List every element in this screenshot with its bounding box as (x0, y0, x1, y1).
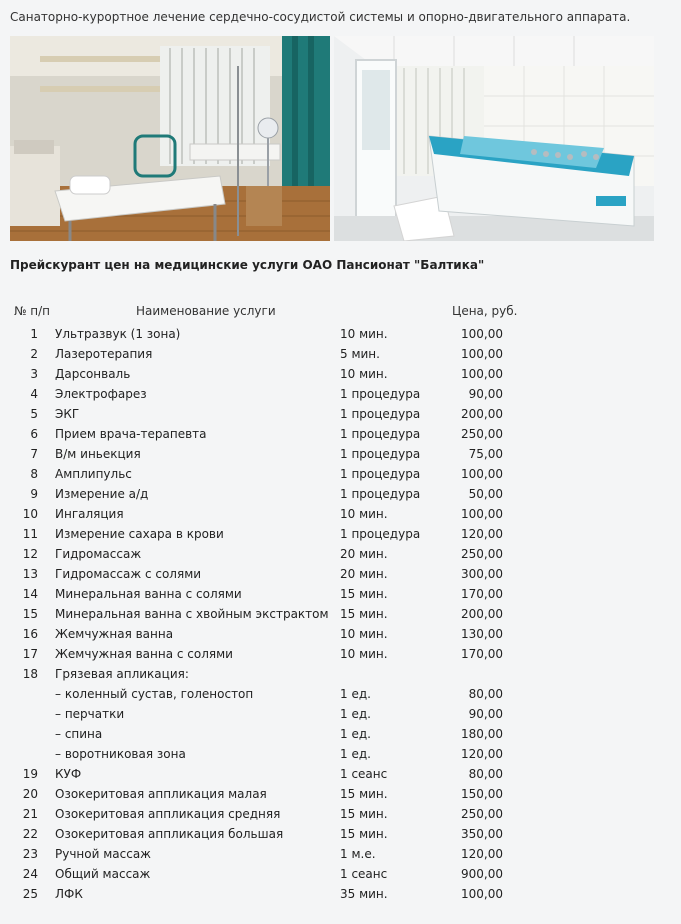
service-unit: 1 процедура (340, 407, 421, 421)
service-name: – воротниковая зона (55, 747, 186, 761)
service-price: 250,00 (461, 427, 503, 441)
service-name: ЛФК (55, 887, 83, 901)
service-name: – спина (55, 727, 103, 741)
table-row (0, 704, 681, 724)
row-number: 4 (30, 387, 38, 401)
service-price: 90,00 (468, 387, 503, 401)
price-list-title: Прейскурант цен на медицинские услуги ОАО Пансионат "Балтика" (10, 258, 485, 272)
table-row (0, 364, 681, 384)
table-row (0, 324, 681, 344)
header-price: Цена, руб. (452, 304, 518, 318)
row-number: 7 (30, 447, 38, 461)
table-row (0, 404, 681, 424)
table-row (0, 724, 681, 744)
table-row (0, 764, 681, 784)
service-name: Измерение а/д (55, 487, 149, 501)
service-name: Амплипульс (55, 467, 132, 481)
service-name: Жемчужная ванна с солями (55, 647, 233, 661)
service-name: Ультразвук (1 зона) (55, 327, 181, 341)
service-price: 90,00 (468, 707, 503, 721)
table-row (0, 484, 681, 504)
service-price: 50,00 (468, 487, 503, 501)
table-row (0, 824, 681, 844)
row-number: 8 (30, 467, 38, 481)
service-unit: 10 мин. (340, 507, 388, 521)
service-name: – коленный сустав, голеностоп (55, 687, 254, 701)
service-name: В/м иньекция (55, 447, 141, 461)
row-number: 20 (22, 787, 38, 801)
header-num: № п/п (14, 304, 51, 318)
service-name: КУФ (55, 767, 82, 781)
table-row (0, 544, 681, 564)
service-unit: 1 сеанс (340, 867, 388, 881)
service-price: 900,00 (461, 867, 503, 881)
row-number: 13 (22, 567, 38, 581)
row-number: 14 (22, 587, 38, 601)
service-unit: 15 мин. (340, 807, 388, 821)
row-number: 6 (30, 427, 38, 441)
service-name: Минеральная ванна с солями (55, 587, 242, 601)
service-name: – перчатки (55, 707, 125, 721)
row-number: 21 (22, 807, 38, 821)
service-price: 120,00 (461, 527, 503, 541)
table-row (0, 344, 681, 364)
row-number: 5 (30, 407, 38, 421)
row-number: 23 (22, 847, 38, 861)
service-name: Дарсонваль (55, 367, 131, 381)
service-unit: 10 мин. (340, 367, 388, 381)
service-name: Озокеритовая аппликация малая (55, 787, 267, 801)
service-price: 170,00 (461, 587, 503, 601)
row-number: 9 (30, 487, 38, 501)
intro-text: Санаторно-курортное лечение сердечно-сосудистой системы и опорно-двигательного аппарата. (10, 10, 631, 24)
service-price: 200,00 (461, 607, 503, 621)
service-price: 150,00 (461, 787, 503, 801)
service-price: 100,00 (461, 347, 503, 361)
service-unit: 10 мин. (340, 627, 388, 641)
row-number: 10 (22, 507, 38, 521)
service-unit: 1 процедура (340, 527, 421, 541)
table-row (0, 424, 681, 444)
row-number: 19 (22, 767, 38, 781)
service-name: Ингаляция (55, 507, 124, 521)
service-unit: 1 процедура (340, 427, 421, 441)
table-row (0, 804, 681, 824)
row-number: 11 (22, 527, 38, 541)
service-unit: 1 процедура (340, 387, 421, 401)
header-name: Наименование услуги (136, 304, 276, 318)
table-row (0, 684, 681, 704)
table-row (0, 864, 681, 884)
row-number: 24 (22, 867, 38, 881)
service-unit: 35 мин. (340, 887, 388, 901)
service-name: Общий массаж (55, 867, 151, 881)
row-number: 22 (22, 827, 38, 841)
service-unit: 15 мин. (340, 787, 388, 801)
table-row (0, 384, 681, 404)
row-number: 18 (22, 667, 38, 681)
row-number: 12 (22, 547, 38, 561)
service-name: Грязевая апликация: (55, 667, 189, 681)
table-row (0, 604, 681, 624)
service-price: 100,00 (461, 367, 503, 381)
row-number: 1 (30, 327, 38, 341)
service-price: 100,00 (461, 327, 503, 341)
service-price: 180,00 (461, 727, 503, 741)
service-price: 250,00 (461, 807, 503, 821)
service-name: Гидромассаж (55, 547, 142, 561)
service-price: 300,00 (461, 567, 503, 581)
table-row (0, 504, 681, 524)
service-unit: 20 мин. (340, 547, 388, 561)
service-unit: 10 мин. (340, 327, 388, 341)
service-price: 80,00 (468, 687, 503, 701)
service-unit: 10 мин. (340, 647, 388, 661)
service-price: 250,00 (461, 547, 503, 561)
service-unit: 1 процедура (340, 487, 421, 501)
service-name: Электрофарез (55, 387, 147, 401)
row-number: 3 (30, 367, 38, 381)
service-price: 75,00 (468, 447, 503, 461)
service-unit: 1 м.е. (340, 847, 376, 861)
service-price: 200,00 (461, 407, 503, 421)
service-price: 100,00 (461, 887, 503, 901)
service-name: Лазеротерапия (55, 347, 153, 361)
service-unit: 15 мин. (340, 607, 388, 621)
table-row (0, 844, 681, 864)
service-unit: 1 ед. (340, 747, 371, 761)
service-price: 170,00 (461, 647, 503, 661)
treatment-room-photo (10, 36, 330, 241)
service-name: Гидромассаж с солями (55, 567, 202, 581)
table-row (0, 624, 681, 644)
service-name: Прием врача-терапевта (55, 427, 207, 441)
table-row (0, 524, 681, 544)
row-number: 2 (30, 347, 38, 361)
service-unit: 5 мин. (340, 347, 380, 361)
table-row (0, 564, 681, 584)
service-unit: 20 мин. (340, 567, 388, 581)
service-price: 350,00 (461, 827, 503, 841)
service-name: ЭКГ (55, 407, 80, 421)
service-unit: 1 ед. (340, 727, 371, 741)
service-name: Жемчужная ванна (55, 627, 174, 641)
service-unit: 1 ед. (340, 707, 371, 721)
row-number: 15 (22, 607, 38, 621)
row-number: 16 (22, 627, 38, 641)
table-row (0, 444, 681, 464)
service-name: Озокеритовая аппликация средняя (55, 807, 281, 821)
service-unit: 15 мин. (340, 827, 388, 841)
service-price: 80,00 (468, 767, 503, 781)
table-row (0, 464, 681, 484)
hydromassage-bath-photo (334, 36, 654, 241)
service-price: 100,00 (461, 507, 503, 521)
service-unit: 1 процедура (340, 447, 421, 461)
table-row (0, 884, 681, 904)
service-name: Ручной массаж (55, 847, 151, 861)
service-unit: 1 сеанс (340, 767, 388, 781)
service-unit: 1 процедура (340, 467, 421, 481)
service-name: Измерение сахара в крови (55, 527, 224, 541)
service-price: 100,00 (461, 467, 503, 481)
table-row (0, 664, 681, 684)
service-unit: 1 ед. (340, 687, 371, 701)
service-unit: 15 мин. (340, 587, 388, 601)
service-price: 120,00 (461, 847, 503, 861)
table-row (0, 644, 681, 664)
table-row (0, 584, 681, 604)
table-row (0, 784, 681, 804)
row-number: 25 (22, 887, 38, 901)
price-table (0, 324, 681, 904)
service-name: Минеральная ванна с хвойным экстрактом (55, 607, 329, 621)
row-number: 17 (22, 647, 38, 661)
table-row (0, 744, 681, 764)
service-name: Озокеритовая аппликация большая (55, 827, 284, 841)
service-price: 120,00 (461, 747, 503, 761)
service-price: 130,00 (461, 627, 503, 641)
